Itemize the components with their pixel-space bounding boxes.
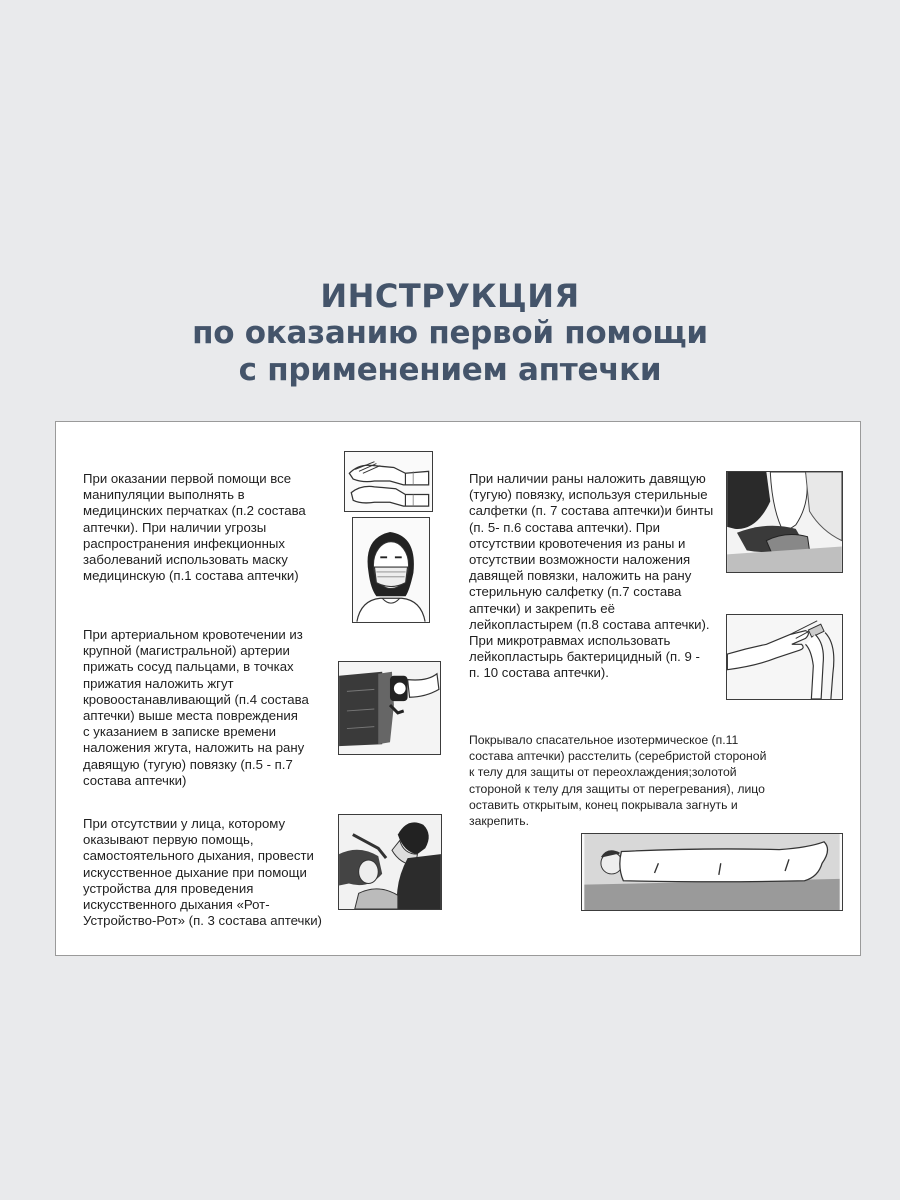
text-line: салфетки (п. 7 состава аптечки)и бинты <box>469 503 714 519</box>
pressure-bandage-icon <box>727 472 842 572</box>
text-line: п. 10 состава аптечки). <box>469 665 609 681</box>
text-line: стороной к телу для защиты от перегревания), лицо <box>469 781 765 796</box>
gloved-hands-icon <box>345 452 432 511</box>
text-line: искусственного дыхания «Рот- <box>83 897 270 913</box>
text-line: При наличии раны наложить давящую <box>469 471 706 486</box>
text-line: При артериальном кровотечении из <box>83 627 303 642</box>
text-line: оказывают первую помощь, <box>83 832 254 848</box>
text-line: искусственное дыхание при помощи <box>83 864 307 880</box>
text-line: медицинских перчатках (п.2 состава <box>83 503 306 519</box>
bandage-illustration <box>726 471 843 573</box>
page-title <box>0 278 900 389</box>
text-line: стерильную салфетку (п.7 состава <box>469 584 682 600</box>
text-line: заболеваний использовать маску <box>83 552 288 568</box>
title-line-2: по оказанию первой помощи <box>192 315 708 351</box>
text-line: самостоятельного дыхания, провести <box>83 848 314 864</box>
text-line: оставить открытым, конец покрывала загнуть и <box>469 797 738 812</box>
text-line: (п. 5- п.6 состава аптечки). При <box>469 519 660 535</box>
text-line: аптечки) и закрепить её <box>469 600 615 616</box>
plaster-illustration <box>726 614 843 700</box>
text-line: лейкопластырь бактерицидный (п. 9 - <box>469 649 700 665</box>
breathing-text <box>83 816 322 929</box>
text-line: Устройство-Рот» (п. 3 состава аптечки) <box>83 913 322 929</box>
text-line: закрепить. <box>469 814 529 829</box>
text-line: медицинскую (п.1 состава аптечки) <box>83 568 299 584</box>
text-line: лейкопластырем (п.8 состава аптечки). <box>469 616 710 632</box>
text-line: При оказании первой помощи все <box>83 471 292 486</box>
text-line: кровоостанавливающий (п.4 состава <box>83 691 309 707</box>
blanket-illustration <box>581 833 843 911</box>
cpr-illustration <box>338 814 442 910</box>
thermal-blanket-icon <box>582 834 842 910</box>
text-line: распространения инфекционных <box>83 535 285 551</box>
text-line: с указанием в записке времени <box>83 724 276 740</box>
text-line: крупной (магистральной) артерии <box>83 643 290 659</box>
instruction-card <box>55 421 861 956</box>
tourniquet-icon <box>339 662 440 754</box>
tourniquet-illustration <box>338 661 441 755</box>
text-line: прижатия наложить жгут <box>83 675 234 691</box>
text-line: прижать сосуд пальцами, в точках <box>83 659 294 675</box>
rescue-breathing-icon <box>339 815 441 909</box>
face-mask-icon <box>353 518 429 622</box>
mask-illustration <box>352 517 430 623</box>
text-line: аптечки) выше места повреждения <box>83 708 298 724</box>
bleeding-text <box>83 627 309 789</box>
text-line: давящей повязки, наложить на рану <box>469 568 692 584</box>
gloves-text <box>83 471 306 584</box>
text-line: аптечки). При наличии угрозы <box>83 519 267 535</box>
text-line: состава аптечки) расстелить (серебристой стороной <box>469 749 767 764</box>
text-line: отсутствии кровотечения из раны и <box>469 535 686 551</box>
text-line: манипуляции выполнять в <box>83 487 245 503</box>
text-line: устройства для проведения <box>83 880 254 896</box>
text-line: к телу для защиты от переохлаждения;золотой <box>469 765 737 780</box>
title-line-1: ИНСТРУКЦИЯ <box>320 277 580 315</box>
text-line: состава аптечки) <box>83 772 187 788</box>
text-line: наложения жгута, наложить на рану <box>83 740 305 756</box>
gloves-illustration <box>344 451 433 512</box>
text-line: При отсутствии у лица, которому <box>83 816 286 831</box>
title-line-3: с применением аптечки <box>238 352 662 388</box>
text-line: отсутствии возможности наложения <box>469 552 691 568</box>
wound-text <box>469 471 713 682</box>
hands-plaster-icon <box>727 615 842 699</box>
text-line: При микротравмах использовать <box>469 633 671 649</box>
blanket-text <box>469 732 766 829</box>
text-line: давящую (тугую) повязку (п.5 - п.7 <box>83 756 293 772</box>
text-line: (тугую) повязку, используя стерильные <box>469 487 708 503</box>
text-line: Покрывало спасательное изотермическое (п.11 <box>469 733 739 747</box>
